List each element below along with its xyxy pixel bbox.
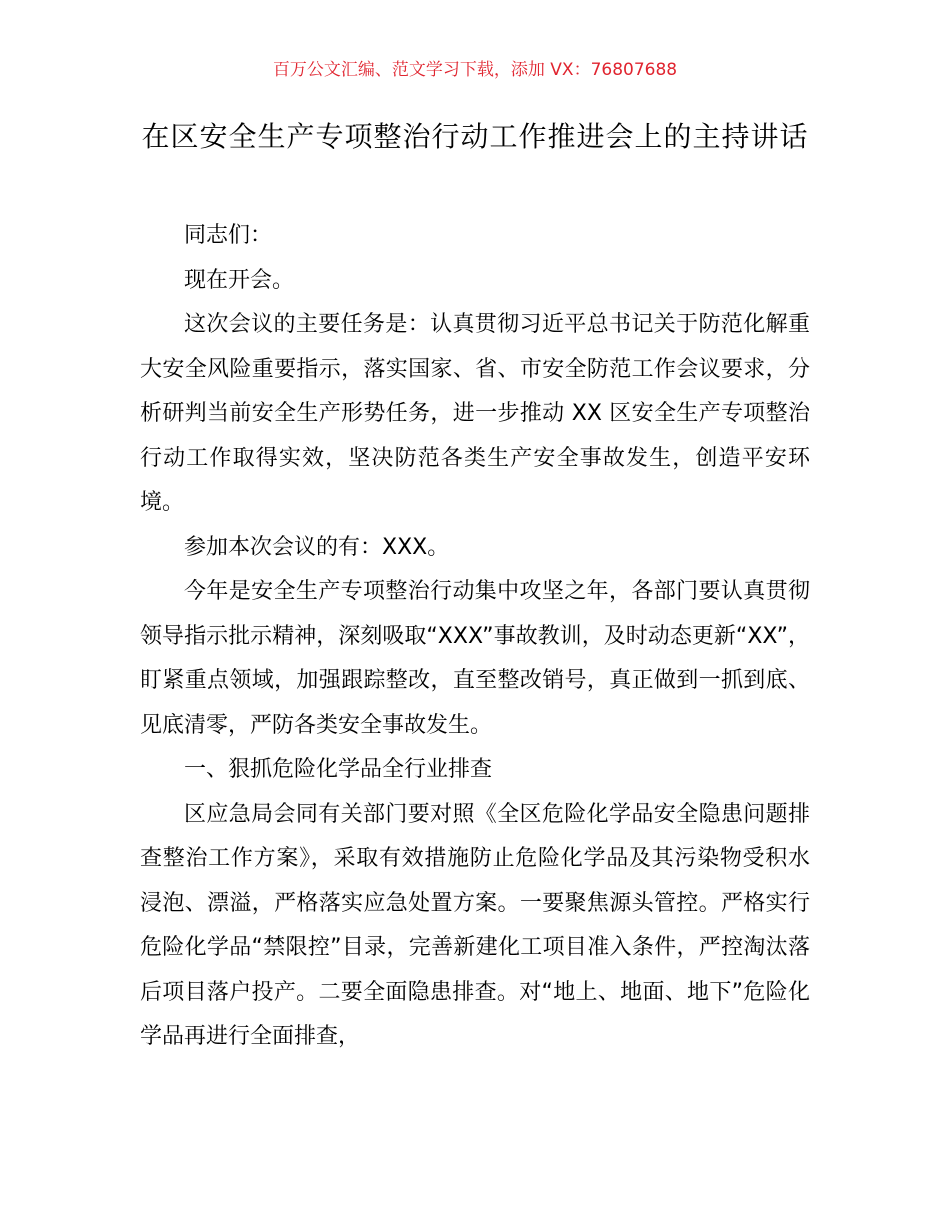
header-banner: 百万公文汇编、范文学习下载，添加 VX：76807688 bbox=[272, 60, 678, 80]
meeting-task-paragraph: 这次会议的主要任务是：认真贯彻习近平总书记关于防范化解重大安全风险重要指示，落实国家、省、市安全防范工作会议要求，分析研判当前安全生产形势任务，进一步推动 XX 区安全生产专项整治行动工作取得实效，坚决防范各类生产安全事故发生，创造平安环境。 bbox=[140, 312, 810, 515]
opening-paragraph: 现在开会。 bbox=[184, 267, 295, 293]
section-body-paragraph: 区应急局会同有关部门要对照《全区危险化学品安全隐患问题排查整治工作方案》，采取有效措施防止危险化学品及其污染物受积水浸泡、漂溢，严格落实应急处置方案。一要聚焦源头管控。严格实行危险化学品“禁限控”目录，完善新建化工项目准入条件，严控淘汰落后项目落户投产。二要全面隐患排查。对“地上、地面、地下”危险化学品再进行全面排查， bbox=[140, 801, 810, 1049]
year-focus-paragraph: 今年是安全生产专项整治行动集中攻坚之年，各部门要认真贯彻领导指示批示精神，深刻吸取“XXX”事故教训，及时动态更新“XX”，盯紧重点领域，加强跟踪整改，直至整改销号，真正做到一抓到底、见底清零，严防各类安全事故发生。 bbox=[140, 579, 810, 738]
section-heading: 一、狠抓危险化学品全行业排查 bbox=[184, 757, 493, 782]
attendees-paragraph: 参加本次会议的有：XXX。 bbox=[184, 534, 450, 560]
document-title: 在区安全生产专项整治行动工作推进会上的主持讲话 bbox=[141, 120, 809, 153]
document-body bbox=[140, 214, 810, 1060]
salutation-paragraph: 同志们： bbox=[184, 223, 273, 248]
